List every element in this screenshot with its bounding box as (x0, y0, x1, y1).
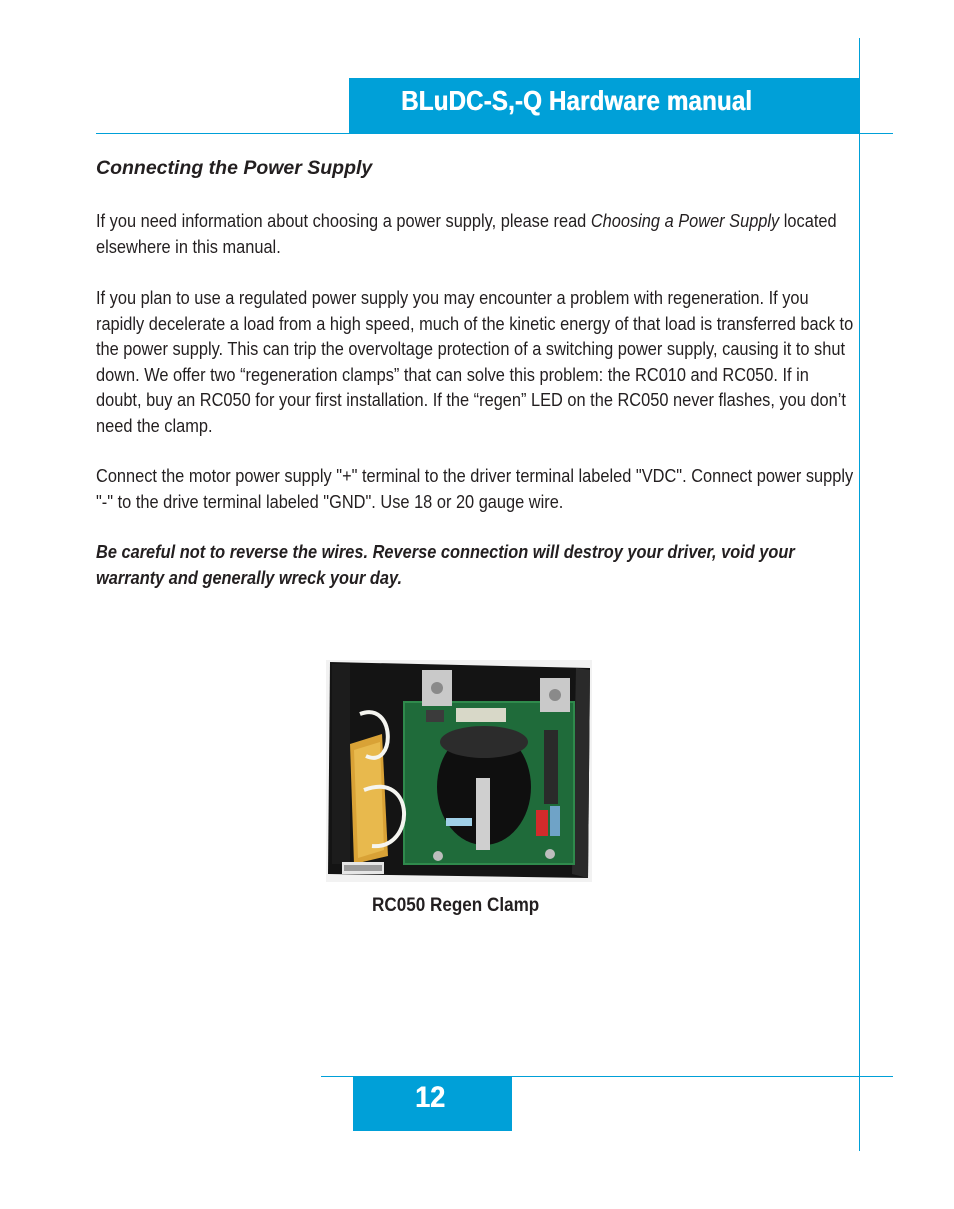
figure-caption: RC050 Regen Clamp (372, 895, 540, 916)
paragraph-wiring (96, 463, 856, 514)
header-title-bar (349, 78, 860, 134)
page-title: BLuDC-S,-Q Hardware manual (401, 85, 753, 116)
paragraph-text: located elsewhere in this manual. (96, 210, 837, 257)
paragraph-regeneration (96, 285, 856, 438)
warning-text-inner: Be careful not to reverse the wires. Reverse connection will destroy your driver, void your warranty and generally wreck your day. (96, 541, 795, 588)
paragraph-text: Connect the motor power supply "+" terminal to the driver terminal labeled "VDC". Connect power supply "-" to the drive terminal labeled "GND". Use 18 or 20 gauge wire. (96, 465, 854, 512)
paragraph-text: If you plan to use a regulated power supply you may encounter a problem with regeneration. If you rapidly decelerate a load from a high speed, much of the kinetic energy of that load is transferred back to the power supply. This can trip the overvoltage protection of a switching power supply, causing it to shut down. We offer two “regeneration clamps” that can solve this problem: the RC010 and RC050. If in doubt, buy an RC050 for your first installation. If the “regen” LED on the RC050 never flashes, you don’t need the clamp. (96, 287, 854, 436)
section-heading: Connecting the Power Supply (96, 157, 373, 179)
right-rule-line (859, 38, 860, 1151)
paragraph-text: If you need information about choosing a power supply, please read (96, 210, 591, 231)
page-number-bar (353, 1076, 512, 1131)
warning-text (96, 539, 856, 591)
rc050-regen-clamp-photo (326, 660, 592, 882)
page-number: 12 (415, 1081, 446, 1114)
paragraph-choosing-supply (96, 208, 856, 259)
cross-reference-title: Choosing a Power Supply (590, 210, 780, 231)
